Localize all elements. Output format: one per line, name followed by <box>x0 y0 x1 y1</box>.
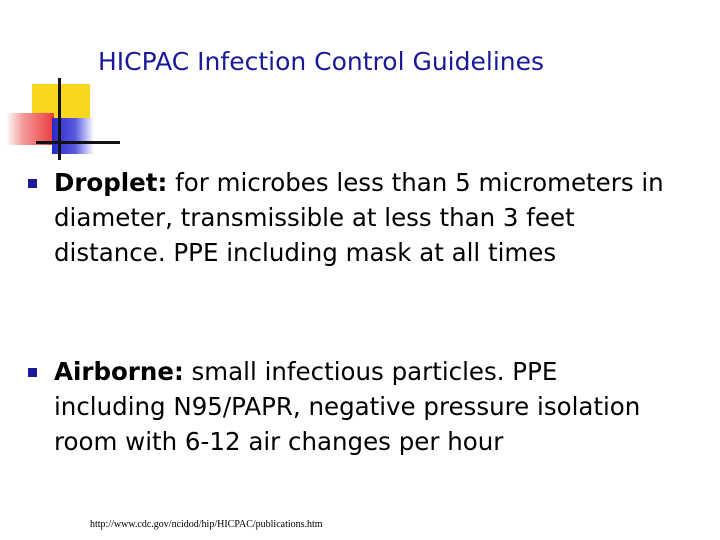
bullet-term: Droplet: <box>54 168 168 197</box>
slide-title: HICPAC Infection Control Guidelines <box>98 47 545 76</box>
bullet-square-icon <box>28 179 37 188</box>
bullet-text <box>54 165 674 270</box>
bullet-description: small infectious particles. PPE including N95/PAPR, negative pressure isolation room with 6-12 air changes per hour <box>54 357 641 456</box>
bullet-square-icon <box>28 368 37 377</box>
bullet-term: Airborne: <box>54 357 184 386</box>
bullet-text <box>54 354 674 459</box>
source-link[interactable]: http://www.cdc.gov/ncidod/hip/HICPAC/publications.htm <box>90 519 323 530</box>
bullet-description: for microbes less than 5 micrometers in diameter, transmissible at less than 3 feet distance. PPE including mask at all times <box>54 168 664 267</box>
